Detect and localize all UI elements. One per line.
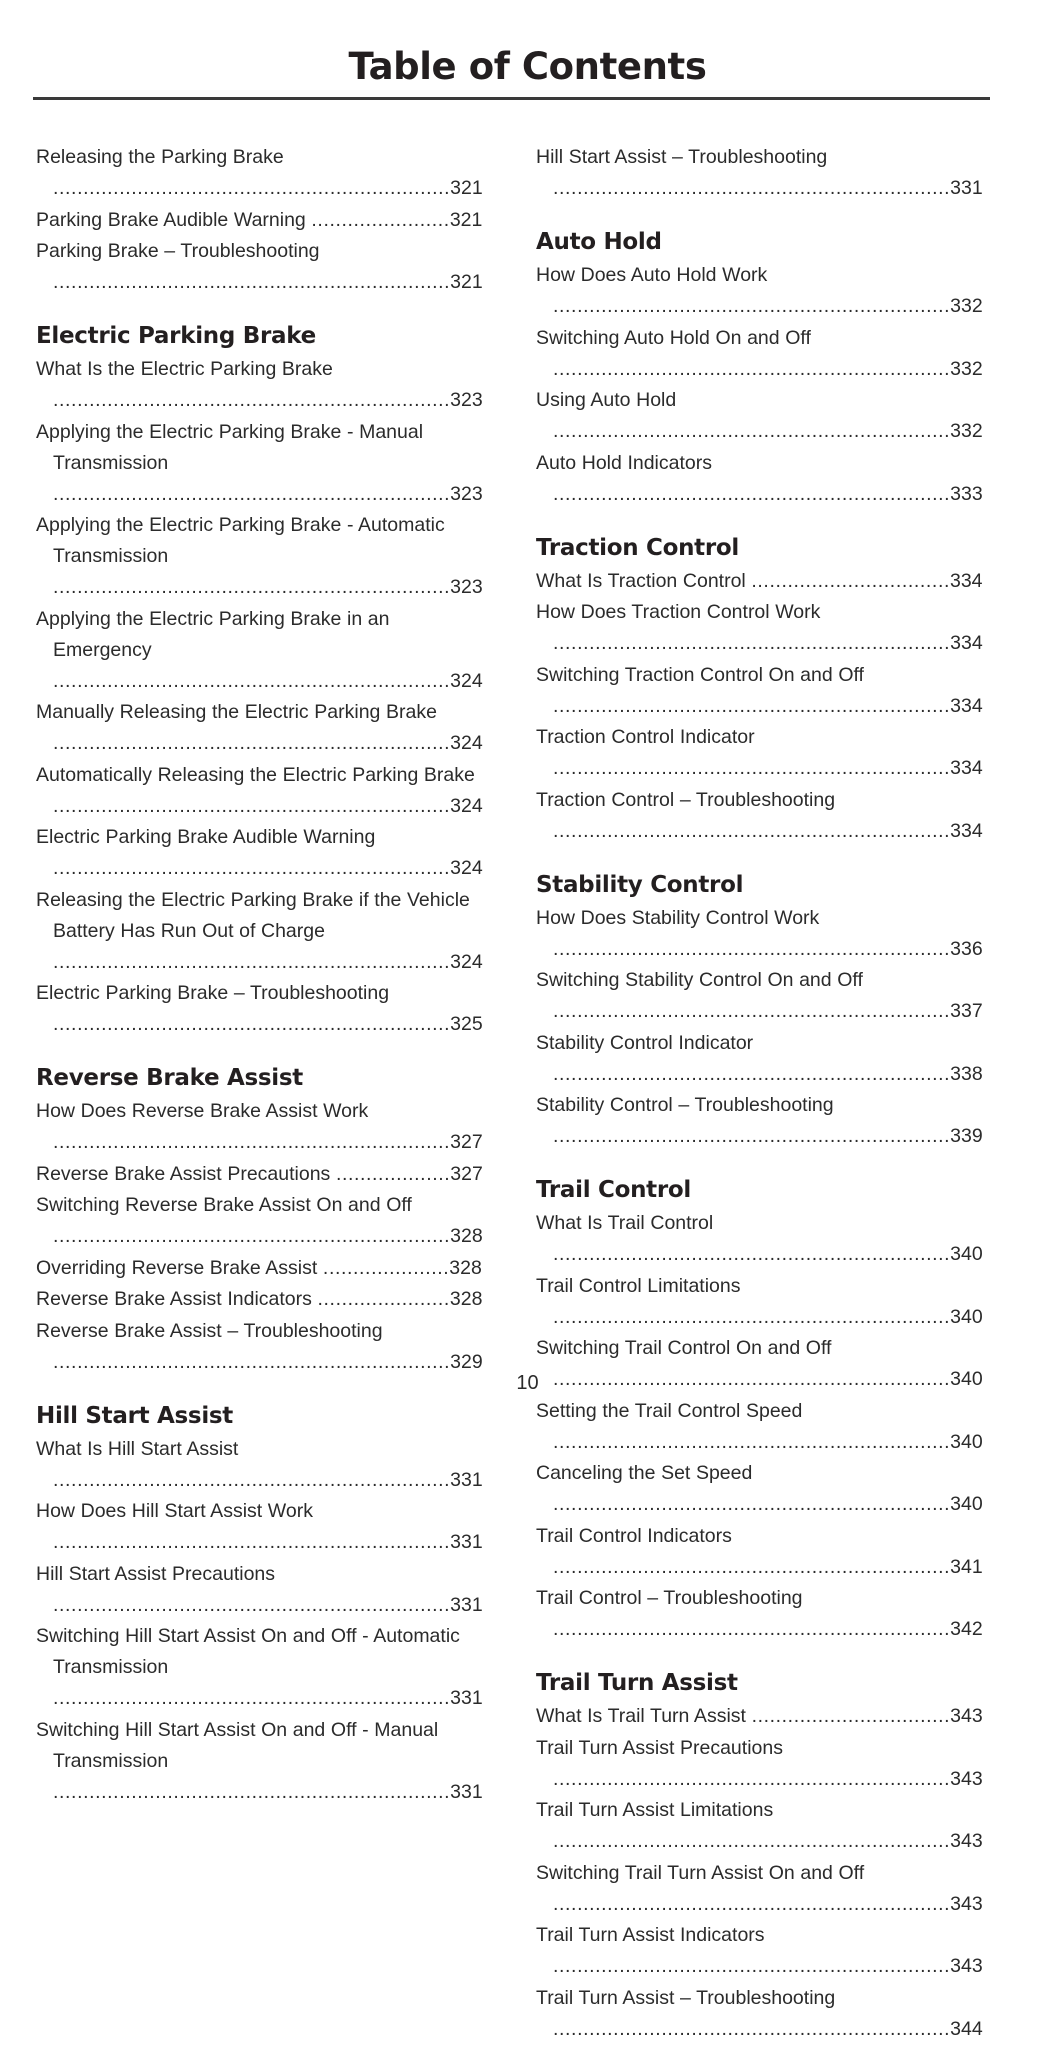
toc-entry-title: Traction Control – Troubleshooting [536, 788, 836, 811]
toc-entry-title: Traction Control Indicator [536, 726, 755, 748]
toc-entry[interactable] [36, 1253, 489, 1284]
toc-entry-page: 329 [450, 1350, 483, 1373]
toc-entry-title: Releasing the Electric Parking Brake if the Vehicle Battery Has Run Out of Charge [36, 888, 470, 942]
toc-entry-title: Reverse Brake Assist Precautions [36, 1162, 331, 1185]
toc-entry-page: 340 [950, 1368, 983, 1390]
toc-entry[interactable] [36, 510, 489, 603]
dot-leader: .................................................................. [553, 2017, 951, 2040]
dot-leader: .................................................................. [53, 857, 451, 879]
toc-entry-page: 331 [450, 1531, 483, 1553]
toc-entry-page: 323 [450, 482, 483, 505]
toc-entry[interactable] [536, 1701, 989, 1732]
toc-entry[interactable] [36, 417, 489, 510]
dot-leader: .................................................................. [553, 420, 951, 442]
toc-entry[interactable] [536, 1920, 989, 1982]
toc-entry-title: How Does Stability Control Work [536, 906, 820, 929]
toc-entry[interactable] [536, 1396, 989, 1458]
toc-entry[interactable] [536, 1583, 989, 1645]
dot-leader: .................................................................. [53, 1593, 451, 1616]
dot-leader: .................................................................. [553, 1062, 951, 1085]
toc-entry[interactable] [536, 1983, 989, 2045]
dot-leader: .................................................................. [553, 1955, 951, 1977]
toc-entry-page: 342 [950, 1618, 983, 1640]
left-column [36, 142, 489, 2045]
toc-entry[interactable] [36, 236, 489, 298]
toc-entry-title: How Does Auto Hold Work [536, 264, 768, 286]
toc-entry-page: 331 [450, 1780, 483, 1803]
toc-entry-page: 324 [450, 669, 483, 692]
toc-entry-title: Trail Turn Assist Precautions [536, 1736, 783, 1759]
toc-entry-title: What Is Traction Control [536, 569, 746, 592]
toc-entry-title: Electric Parking Brake Audible Warning [36, 826, 376, 848]
toc-entry-page: 332 [950, 295, 983, 317]
toc-entry[interactable] [36, 1496, 489, 1558]
dot-leader: .................................................................. [53, 1531, 451, 1553]
dot-leader: .................................................................. [553, 937, 951, 960]
dot-leader: ..................... [322, 1256, 450, 1279]
toc-entry-page: 324 [450, 857, 483, 879]
toc-entry-title: Switching Reverse Brake Assist On and Off [36, 1194, 412, 1216]
toc-entry-title: Auto Hold Indicators [536, 451, 712, 474]
toc-entry[interactable] [536, 1090, 989, 1152]
page-title: Table of Contents [348, 45, 707, 88]
toc-entry-title: Switching Trail Turn Assist On and Off [536, 1861, 865, 1884]
toc-entry-page: 331 [950, 177, 983, 199]
toc-entry-title: What Is the Electric Parking Brake [36, 358, 333, 380]
dot-leader: .................................................................. [53, 1013, 451, 1035]
toc-entry-title: How Does Reverse Brake Assist Work [36, 1100, 369, 1122]
title-divider [33, 97, 990, 100]
toc-entry[interactable] [536, 323, 989, 385]
toc-entry-title: Switching Stability Control On and Off [536, 969, 863, 991]
toc-entry-title: Using Auto Hold [536, 389, 677, 411]
toc-entry-page: 340 [950, 1305, 983, 1328]
toc-entry[interactable] [36, 1559, 489, 1621]
dot-leader: .................................................................. [553, 295, 951, 317]
dot-leader: .................................................................. [553, 1767, 951, 1790]
toc-entry[interactable] [536, 1208, 989, 1270]
toc-entry[interactable] [536, 785, 989, 847]
toc-entry-title: Applying the Electric Parking Brake - Automatic Transmission [36, 514, 445, 567]
toc-entry-page: 340 [950, 1430, 983, 1453]
section-heading: Reverse Brake Assist [36, 1065, 303, 1091]
section-heading: Traction Control [536, 534, 739, 561]
dot-leader: .................................................................. [53, 1225, 451, 1247]
toc-entry[interactable] [36, 142, 489, 204]
toc-entry-page: 332 [950, 420, 983, 442]
dot-leader: ................... [335, 1162, 451, 1185]
toc-entry-page: 334 [950, 694, 983, 717]
dot-leader: .................................................................. [53, 1468, 451, 1491]
toc-entry[interactable] [536, 1271, 989, 1333]
toc-entry-page: 340 [950, 1493, 983, 1515]
dot-leader: ....................... [311, 208, 450, 231]
toc-entry-title: Parking Brake Audible Warning [36, 208, 306, 231]
toc-entry[interactable] [36, 760, 489, 822]
toc-entry[interactable] [536, 903, 989, 965]
toc-entry[interactable] [36, 1715, 489, 1808]
toc-entry[interactable] [36, 1159, 489, 1190]
toc-entry-title: Electric Parking Brake – Troubleshooting [36, 982, 390, 1004]
dot-leader: .................................................................. [553, 1892, 951, 1915]
toc-entry[interactable] [536, 1521, 989, 1583]
dot-leader: .................................................................. [53, 482, 451, 505]
toc-entry[interactable] [536, 566, 989, 597]
dot-leader: .................................................................. [53, 177, 451, 199]
toc-columns [36, 142, 989, 2045]
dot-leader: .................................................................. [553, 482, 951, 505]
toc-entry-title: Switching Hill Start Assist On and Off - Automatic Transmission [36, 1625, 460, 1678]
toc-entry[interactable] [36, 1284, 489, 1315]
toc-entry-title: Reverse Brake Assist – Troubleshooting [36, 1319, 383, 1342]
toc-entry-page: 325 [450, 1013, 483, 1035]
toc-entry[interactable] [536, 965, 989, 1027]
toc-entry[interactable] [536, 1458, 989, 1520]
dot-leader: .................................................................. [553, 1000, 951, 1022]
toc-entry-title: Trail Turn Assist – Troubleshooting [536, 1986, 836, 2009]
dot-leader: ...................... [317, 1288, 450, 1310]
toc-entry-title: Trail Control Limitations [536, 1274, 741, 1297]
toc-entry-title: What Is Trail Control [536, 1212, 714, 1234]
toc-entry-page: 334 [950, 757, 983, 779]
toc-entry-page: 334 [950, 819, 983, 842]
dot-leader: .................................................................. [53, 669, 451, 692]
toc-entry-page: 343 [950, 1830, 983, 1852]
dot-leader: .................................................................. [553, 757, 951, 779]
toc-entry-title: What Is Trail Turn Assist [536, 1705, 746, 1727]
toc-entry[interactable] [536, 448, 989, 510]
toc-entry-page: 340 [950, 1243, 983, 1265]
toc-entry-page: 327 [450, 1131, 483, 1153]
toc-entry-page: 339 [950, 1125, 983, 1147]
toc-entry-title: Hill Start Assist Precautions [36, 1562, 276, 1585]
toc-entry-title: Setting the Trail Control Speed [536, 1399, 803, 1422]
toc-entry-page: 321 [449, 208, 483, 231]
toc-entry-page: 343 [950, 1955, 983, 1977]
toc-entry[interactable] [36, 822, 489, 884]
toc-entry-title: Stability Control Indicator [536, 1031, 754, 1054]
section-heading: Electric Parking Brake [36, 323, 316, 349]
toc-entry-title: Applying the Electric Parking Brake - Manual Transmission [36, 420, 424, 474]
section-heading: Trail Turn Assist [536, 1670, 738, 1696]
toc-entry-page: 328 [449, 1288, 483, 1310]
section-heading: Hill Start Assist [36, 1402, 233, 1429]
dot-leader: .................................................................. [53, 950, 451, 973]
section-heading: Stability Control [536, 871, 744, 898]
dot-leader: .................................................................. [553, 632, 951, 654]
toc-entry[interactable] [536, 722, 989, 784]
toc-entry[interactable] [536, 1733, 989, 1795]
toc-entry-title: Overriding Reverse Brake Assist [36, 1256, 318, 1279]
toc-entry-page: 324 [450, 950, 483, 973]
toc-entry-title: Hill Start Assist – Troubleshooting [536, 146, 828, 168]
toc-entry-title: Parking Brake – Troubleshooting [36, 240, 320, 262]
page-number: 10 [516, 1372, 539, 1394]
dot-leader: .................................................................. [553, 819, 951, 842]
dot-leader: .................................................................. [553, 1493, 951, 1515]
toc-entry-title: Trail Turn Assist Limitations [536, 1799, 774, 1821]
toc-entry-page: 343 [950, 1705, 983, 1727]
toc-entry-title: Automatically Releasing the Electric Parking Brake [36, 763, 475, 786]
dot-leader: .................................................................. [53, 732, 451, 754]
toc-entry-title: Trail Control – Troubleshooting [536, 1587, 803, 1609]
toc-entry-title: Switching Trail Control On and Off [536, 1337, 832, 1359]
dot-leader: .................................................................. [553, 1305, 951, 1328]
toc-entry-page: 321 [450, 271, 483, 293]
toc-entry-page: 343 [950, 1767, 983, 1790]
dot-leader: .................................................................. [553, 1830, 951, 1852]
toc-entry-title: Trail Control Indicators [536, 1524, 732, 1547]
dot-leader: .................................................................. [553, 1243, 951, 1265]
dot-leader: .................................................................. [553, 357, 951, 380]
toc-entry-page: 328 [449, 1256, 482, 1279]
dot-leader: .................................................................. [53, 1780, 451, 1803]
dot-leader: ................................. [751, 1705, 951, 1727]
toc-entry[interactable] [36, 1316, 489, 1378]
dot-leader: .................................................................. [53, 389, 451, 411]
toc-entry-page: 331 [450, 1593, 483, 1616]
toc-entry-title: Canceling the Set Speed [536, 1462, 753, 1484]
toc-entry[interactable] [536, 260, 989, 322]
toc-entry-page: 331 [450, 1687, 483, 1709]
dot-leader: .................................................................. [553, 1555, 951, 1578]
toc-entry[interactable] [36, 604, 489, 697]
toc-entry[interactable] [536, 1795, 989, 1857]
toc-entry-page: 337 [950, 1000, 983, 1022]
toc-entry[interactable] [36, 354, 489, 416]
dot-leader: .................................................................. [53, 576, 451, 598]
section-heading: Auto Hold [536, 229, 662, 255]
dot-leader: .................................................................. [53, 1131, 451, 1153]
toc-entry-title: Reverse Brake Assist Indicators [36, 1288, 312, 1310]
toc-entry[interactable] [536, 142, 989, 204]
toc-entry-title: What Is Hill Start Assist [36, 1437, 239, 1460]
toc-entry[interactable] [36, 697, 489, 759]
toc-entry[interactable] [36, 1434, 489, 1496]
dot-leader: .................................................................. [53, 1687, 451, 1709]
toc-entry[interactable] [36, 1190, 489, 1252]
dot-leader: .................................................................. [53, 1350, 451, 1373]
toc-entry-page: 336 [950, 937, 983, 960]
toc-entry-page: 324 [450, 732, 483, 754]
toc-entry[interactable] [536, 385, 989, 447]
toc-entry-title: Switching Hill Start Assist On and Off - Manual Transmission [36, 1718, 439, 1772]
toc-entry-title: Applying the Electric Parking Brake in an Emergency [36, 607, 390, 661]
dot-leader: .................................................................. [53, 794, 451, 817]
dot-leader: .................................................................. [553, 1618, 951, 1640]
toc-entry-page: 341 [950, 1555, 983, 1578]
toc-entry-page: 327 [450, 1162, 483, 1185]
toc-entry[interactable] [36, 205, 489, 236]
dot-leader: .................................................................. [553, 1125, 951, 1147]
toc-entry-title: Trail Turn Assist Indicators [536, 1924, 765, 1946]
toc-entry-title: Switching Auto Hold On and Off [536, 326, 811, 349]
toc-entry[interactable] [536, 1028, 989, 1090]
toc-entry-page: 344 [950, 2017, 983, 2040]
toc-entry-title: Releasing the Parking Brake [36, 146, 284, 168]
toc-entry-page: 334 [950, 632, 983, 654]
toc-entry-page: 323 [450, 576, 483, 598]
toc-entry-page: 343 [950, 1892, 983, 1915]
toc-entry-page: 332 [950, 357, 983, 380]
toc-entry[interactable] [36, 1096, 489, 1158]
toc-entry[interactable] [36, 978, 489, 1040]
toc-entry-page: 333 [950, 482, 983, 505]
toc-entry-page: 338 [950, 1062, 983, 1085]
dot-leader: ................................. [751, 569, 950, 592]
dot-leader: .................................................................. [553, 1430, 951, 1453]
toc-entry-page: 334 [949, 569, 983, 592]
section-heading: Trail Control [536, 1177, 691, 1203]
toc-entry-page: 324 [450, 794, 483, 817]
toc-entry[interactable] [536, 660, 989, 722]
toc-entry-title: Manually Releasing the Electric Parking Brake [36, 701, 437, 723]
toc-entry[interactable] [536, 1858, 989, 1920]
dot-leader: .................................................................. [53, 271, 451, 293]
toc-entry-title: Switching Traction Control On and Off [536, 663, 864, 686]
toc-entry-page: 321 [450, 177, 483, 199]
dot-leader: .................................................................. [553, 1368, 951, 1390]
right-column [536, 142, 989, 2045]
toc-entry-title: How Does Hill Start Assist Work [36, 1500, 313, 1522]
toc-entry-title: Stability Control – Troubleshooting [536, 1094, 834, 1116]
toc-entry-page: 328 [450, 1225, 483, 1247]
toc-entry[interactable] [36, 1621, 489, 1714]
toc-entry-title: How Does Traction Control Work [536, 601, 821, 623]
dot-leader: .................................................................. [553, 177, 951, 199]
toc-entry[interactable] [36, 885, 489, 978]
toc-entry[interactable] [536, 597, 989, 659]
toc-entry-page: 331 [450, 1468, 483, 1491]
toc-entry-page: 323 [450, 389, 483, 411]
dot-leader: .................................................................. [553, 694, 951, 717]
